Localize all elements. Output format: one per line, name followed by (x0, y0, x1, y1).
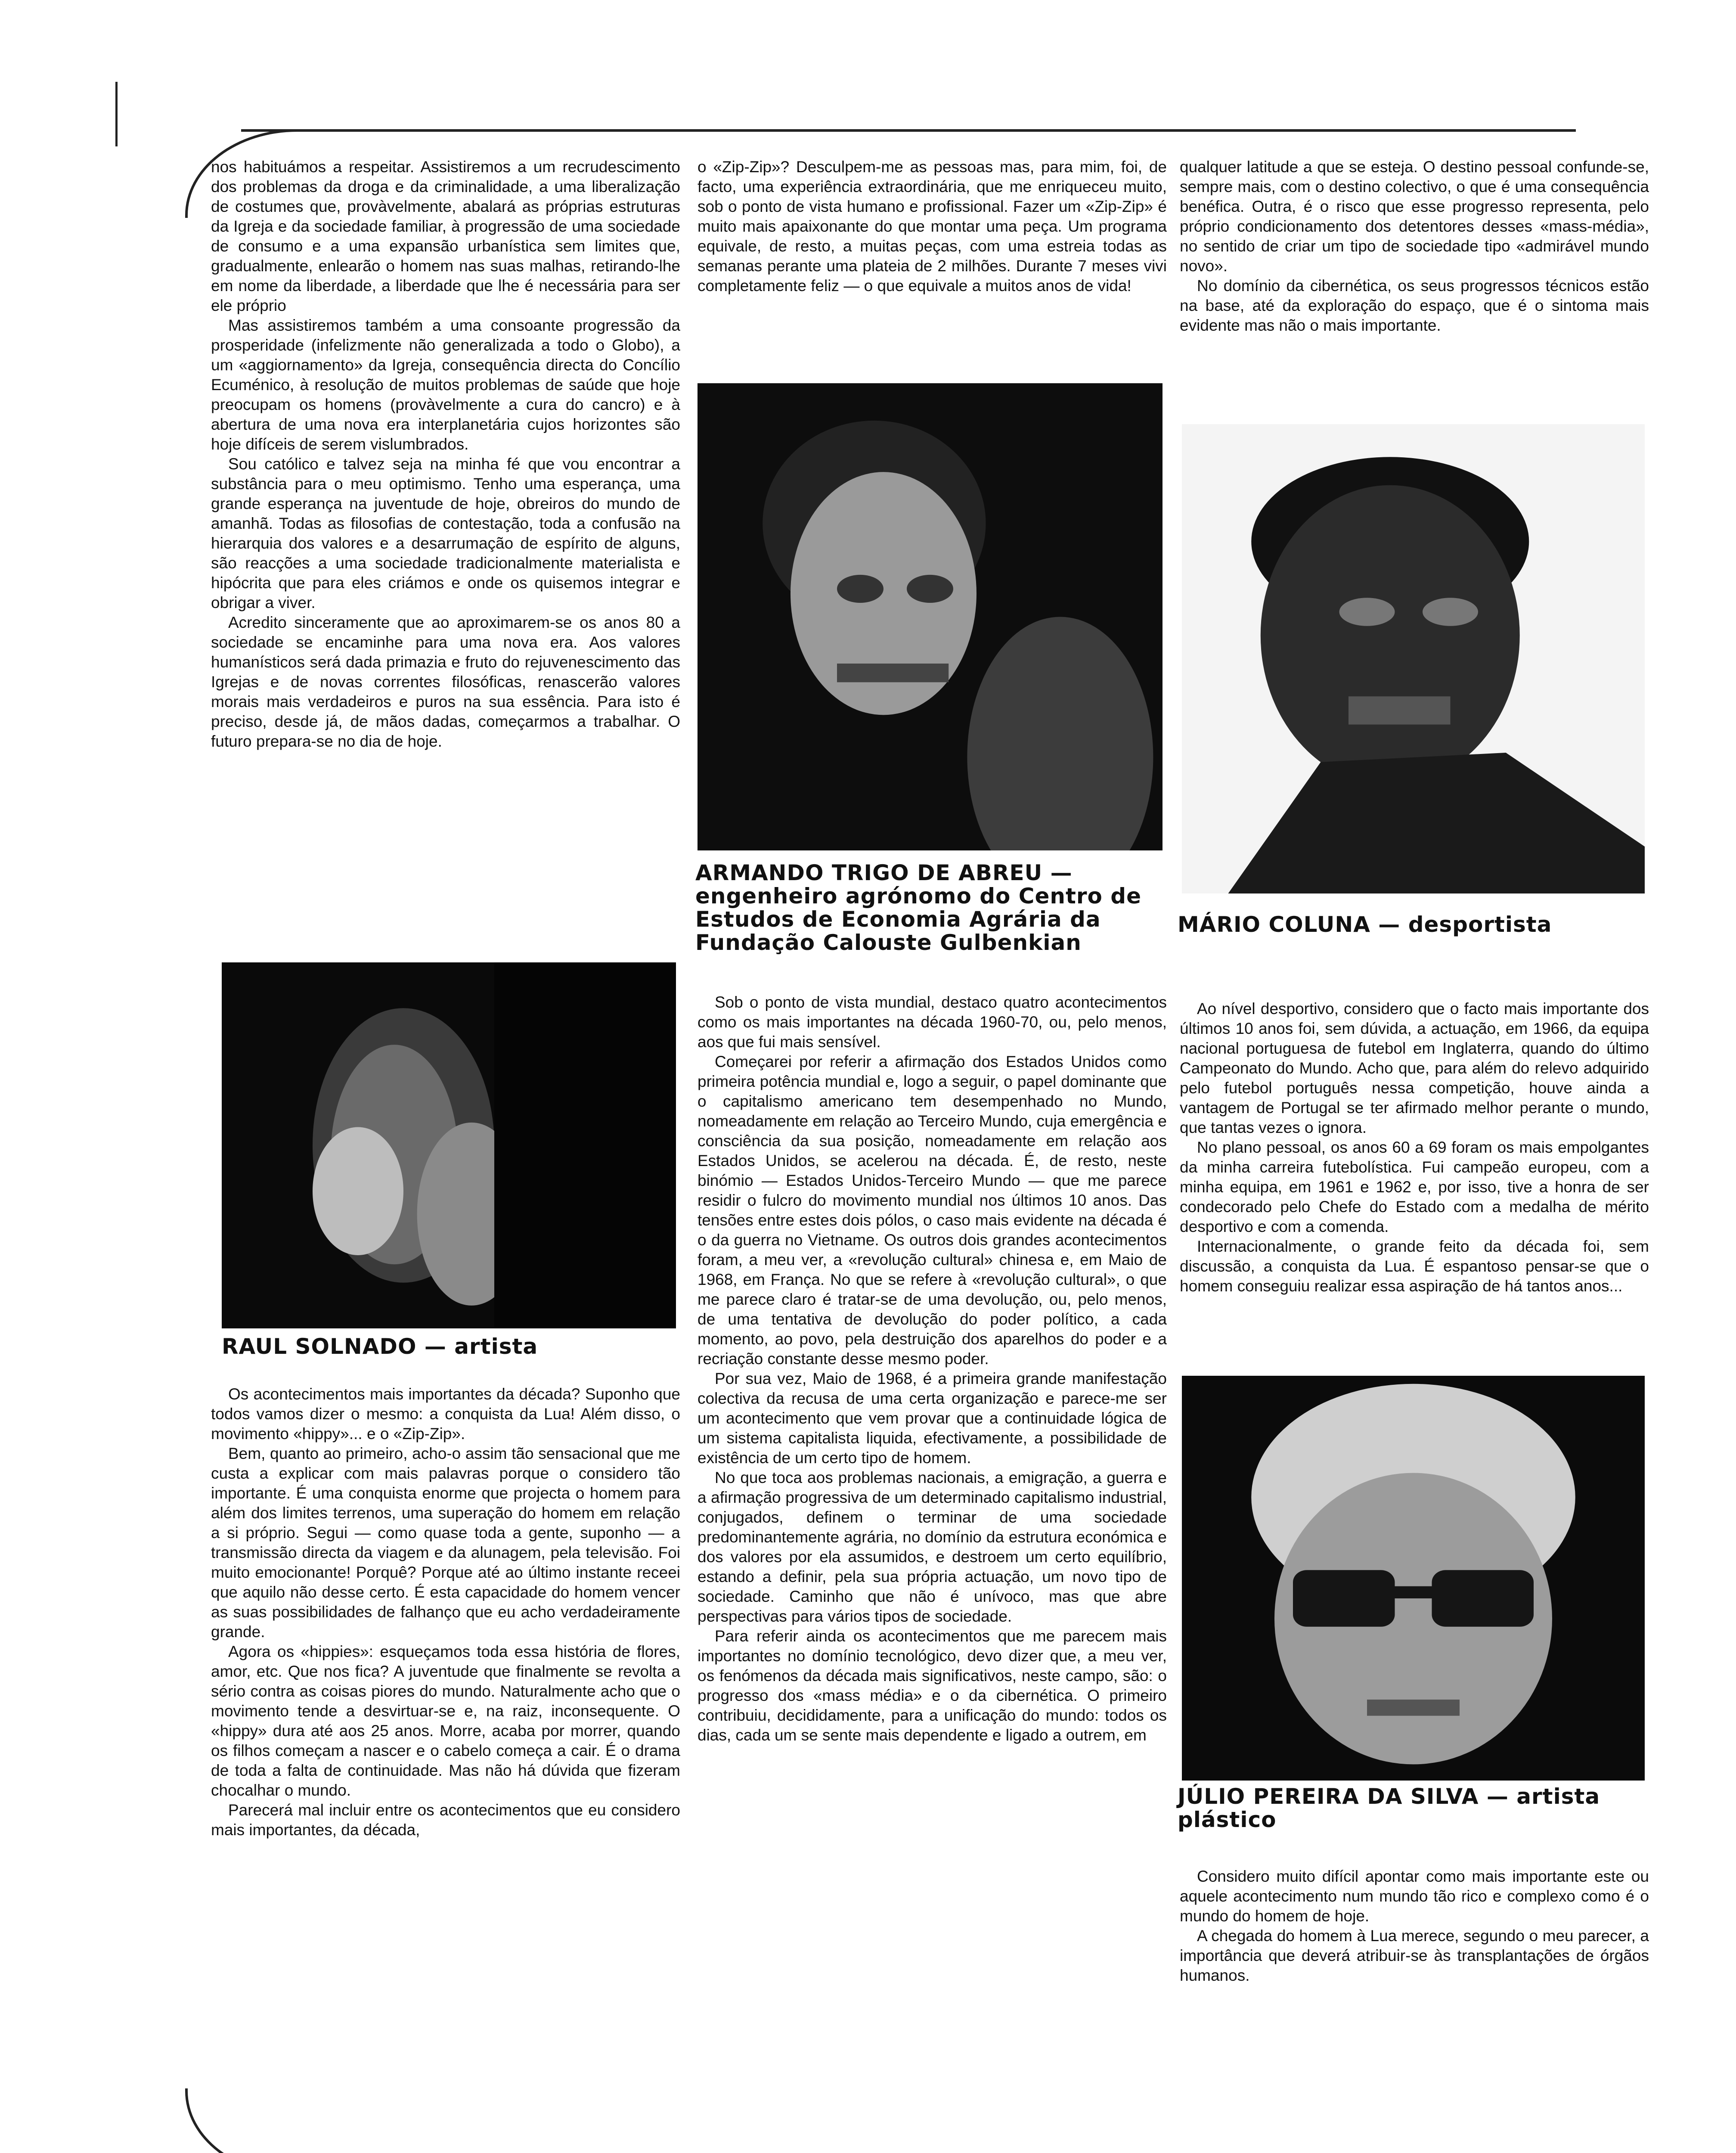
caption-armando-trigo-de-abreu (695, 861, 1169, 954)
caption-name: JÚLIO PEREIRA DA SILVA (1178, 1784, 1479, 1809)
paragraph: qualquer latitude a que se esteja. O destino pessoal confunde-se, sempre mais, com o destino colectivo, o que é uma consequência benéfica. Outra, é o risco que esse progresso representa, pelo próprio condicionamento dos detentores desses «mass-média», no sentido de criar um tipo de sociedade tipo «admirável mundo novo». (1180, 158, 1649, 275)
caption-julio-pereira-da-silva (1178, 1785, 1651, 1831)
paragraph: Agora os «hippies»: esqueçamos toda essa história de flores, amor, etc. Que nos fica? A juventude que finalmente se revolta a sério contra as coisas piores do mundo. Naturalmente acho que o movimento tende a desvirtuar-se e, na raiz, inconsequente. O «hippy» dura até aos 25 anos. Morre, acaba por morrer, quando os filhos começam a nascer e o cabelo começa a cair. É o drama de toda a falta de continuidade. Mas não há dúvida que fizeram chocalhar o mundo. (211, 1643, 680, 1799)
portrait-image (698, 383, 1162, 850)
paragraph: Sob o ponto de vista mundial, destaco quatro acontecimentos como os mais importantes na década 1960-70, ou, pelo menos, aos que fui mais sensível. (698, 993, 1167, 1051)
paragraph: Internacionalmente, o grande feito da década foi, sem discussão, a conquista da Lua. É espantoso pensar-se que o homem conseguiu realizar essa aspiração de há tantos anos... (1180, 1238, 1649, 1295)
paragraph: No plano pessoal, os anos 60 a 69 foram os mais empolgantes da minha carreira futebolística. Fui campeão europeu, com a minha equipa, em 1961 e 1962 e, por isso, tive a honra de ser condecorado pelo Chefe do Estado com a medalha de mérito desportivo e com a comenda. (1180, 1139, 1649, 1235)
column-3-text (1180, 157, 1649, 335)
portrait-image (1182, 1376, 1645, 1781)
caption-raul-solnado (222, 1335, 674, 1358)
caption-name: RAUL SOLNADO (222, 1334, 417, 1359)
caption-role: desportista (1408, 912, 1552, 937)
caption-name: ARMANDO TRIGO DE ABREU (695, 860, 1043, 885)
photo-raul-solnado (222, 962, 676, 1328)
paragraph: Para referir ainda os acontecimentos que me parecem mais importantes no domínio tecnológico, devo dizer que, a meu ver, os fenómenos da década mais significativos, neste campo, são: o progresso dos «mass média» e o da cibernética. O primeiro contribuiu, decididamente, para a unificação do mundo: todos os dias, cada um se sente mais dependente e ligado a outrem, em (698, 1627, 1167, 1744)
paragraph: Sou católico e talvez seja na minha fé que vou encontrar a substância para o meu optimismo. Tenho uma esperança, uma grande esperança na juventude de hoje, obreiros do mundo de amanhã. Todas as filosofias de contestação, toda a confusão na hierarquia dos valores e a desarrumação de espírito de alguns, são reacções a uma sociedade tradicionalmente materialista e hipócrita que para eles criámos e onde os quisemos integrar e obrigar a viver. (211, 455, 680, 611)
column-2-text (698, 157, 1167, 296)
paragraph: Bem, quanto ao primeiro, acho-o assim tão sensacional que me custa a explicar com mais palavras porque o considero tão importante. É uma conquista enorme que projecta o homem para além dos limites terrenos, uma superação do homem em relação a si próprio. Segui — como quase toda a gente, suponho — a transmissão directa da viagem e da alunagem, pela televisão. Foi muito emocionante! Porquê? Porque até ao último instante receei que aquilo não desse certo. É esta capacidade do homem vencer as suas possibilidades de falhanço que eu acho verdadeiramente grande. (211, 1445, 680, 1641)
caption-role: engenheiro agrónomo do Centro de Estudos de Economia Agrária da Fundação Calouste Gulbenkian (695, 884, 1141, 955)
paragraph: o «Zip-Zip»? Desculpem-me as pessoas mas, para mim, foi, de facto, uma experiência extraordinária, que me enriqueceu muito, sob o ponto de vista humano e profissional. Fazer um «Zip-Zip» é muito mais apaixonante do que montar uma peça. Um programa equivale, de resto, a muitas peças, com uma estreia todas as semanas perante uma plateia de 2 milhões. Durante 7 meses vivi completamente feliz — o que equivale a muitos anos de vida! (698, 158, 1167, 295)
paragraph: Acredito sinceramente que ao aproximarem-se os anos 80 a sociedade se encaminhe para uma nova era. Aos valores humanísticos será dada primazia e fruto do rejuvenescimento das Igrejas e de novas correntes filosóficas, renascerão valores morais mais verdadeiros e puros na sua essência. Para isto é preciso, desde já, de mãos dadas, começarmos a trabalhar. O futuro prepara-se no dia de hoje. (211, 614, 680, 750)
paragraph: A chegada do homem à Lua merece, segundo o meu parecer, a importância que deverá atribuir-se às transplantações de órgãos humanos. (1180, 1927, 1649, 1984)
photo-julio-pereira-da-silva (1182, 1376, 1645, 1781)
portrait-image (1182, 424, 1645, 893)
paragraph: No que toca aos problemas nacionais, a emigração, a guerra e a afirmação progressiva de um determinado capitalismo industrial, conjugados, definem o terminar de uma sociedade predominantemente agrária, no domínio da estrutura económica e dos valores por ela assumidos, e destroem um certo equilíbrio, estando a definir, pela sua própria actuação, um novo tipo de sociedade. Caminho que não é unívoco, mas que abre perspectivas para vários tipos de sociedade. (698, 1469, 1167, 1625)
caption-role: artista (454, 1334, 538, 1359)
caption-dash: — (1042, 860, 1073, 885)
column-1-text (211, 157, 680, 751)
paragraph: Considero muito difícil apontar como mais importante este ou aquele acontecimento num mundo tão rico e complexo como é o mundo do homem de hoje. (1180, 1868, 1649, 1925)
frame-corner-bottom (185, 2088, 300, 2153)
caption-role: artista plástico (1178, 1784, 1600, 1832)
column-2-lower-text (698, 993, 1167, 1745)
paragraph: nos habituámos a respeitar. Assistiremos a um recrudescimento dos problemas da droga e da criminalidade, a uma liberalização de costumes que, provàvelmente, abalará as próprias estruturas da Igreja e da sociedade familiar, à progressão de uma sociedade de consumo e a uma expansão urbanística sem limites que, gradualmente, enlearão o homem nas suas malhas, retirando-lhe em nome da liberdade, a liberdade que lhe é necessária para ser ele próprio (211, 158, 680, 314)
caption-dash: — (416, 1334, 455, 1359)
paragraph: Mas assistiremos também a uma consoante progressão da prosperidade (infelizmente não generalizada a todo o Globo), a um «aggiornamento» da Igreja, consequência directa do Concílio Ecuménico, à resolução de muitos problemas de saúde que hoje preocupam os homens (provàvelmente a cura do cancro) e à abertura de uma nova era interplanetária cujos horizontes são hoje difíceis de serem vislumbrados. (211, 316, 680, 453)
caption-dash: — (1370, 912, 1408, 937)
photo-armando-trigo-de-abreu (698, 383, 1162, 850)
paragraph: Por sua vez, Maio de 1968, é a primeira grande manifestação colectiva da recusa de uma certa organização e parece-me ser um acontecimento que vem provar que a continuidade lógica de um sistema capitalista liquida, efectivamente, a possibilidade de existência de um certo tipo de homem. (698, 1370, 1167, 1467)
paragraph: Começarei por referir a afirmação dos Estados Unidos como primeira potência mundial e, logo a seguir, o papel dominante que o capitalismo americano tem desempenhado no Mundo, nomeadamente em relação ao Terceiro Mundo, cuja emergência e consciência da sua posição, nomeadamente em relação aos Estados Unidos, se acelerou na década. É, de resto, neste binómio — Estados Unidos-Terceiro Mundo — que me parece residir o fulcro do movimento mundial nos últimos 10 anos. Das tensões entre estes dois pólos, o caso mais evidente na década é o da guerra no Vietname. Os outros dois grandes acontecimentos foram, a meu ver, a «revolução cultural» chinesa e, em Maio de 1968, em França. No que se refere à «revolução cultural», o que me parece claro é tratar-se de uma devolução, ou, pelo menos, de uma tentativa de devolução do poder político, a cada momento, ao povo, pela destruição dos aparelhos do poder e a recriação constante desse mesmo poder. (698, 1053, 1167, 1368)
paragraph: Parecerá mal incluir entre os acontecimentos que eu considero mais importantes, da década, (211, 1801, 680, 1839)
paragraph: Ao nível desportivo, considero que o facto mais importante dos últimos 10 anos foi, sem dúvida, a actuação, em 1966, da equipa nacional portuguesa de futebol em Inglaterra, quando do último Campeonato do Mundo. Acho que, para além do relevo adquirido pelo futebol português nessa competição, houve ainda a vantagem de Portugal se ter afirmado melhor perante o mundo, que tantas vezes o ignora. (1180, 1000, 1649, 1136)
caption-mario-coluna (1178, 913, 1651, 936)
portrait-image (222, 962, 676, 1328)
margin-mark (115, 82, 118, 146)
caption-dash: — (1479, 1784, 1517, 1809)
photo-mario-coluna (1182, 424, 1645, 893)
caption-name: MÁRIO COLUNA (1178, 912, 1370, 937)
column-3-bottom-text (1180, 1867, 1649, 1985)
column-3-lower-text (1180, 999, 1649, 1296)
top-rule (241, 129, 1576, 132)
paragraph: No domínio da cibernética, os seus progressos técnicos estão na base, até da exploração do espaço, que é o sintoma mais evidente mas não o mais importante. (1180, 277, 1649, 334)
column-1-lower-text (211, 1384, 680, 1840)
paragraph: Os acontecimentos mais importantes da década? Suponho que todos vamos dizer o mesmo: a conquista da Lua! Além disso, o movimento «hippy»... e o «Zip-Zip». (211, 1385, 680, 1443)
